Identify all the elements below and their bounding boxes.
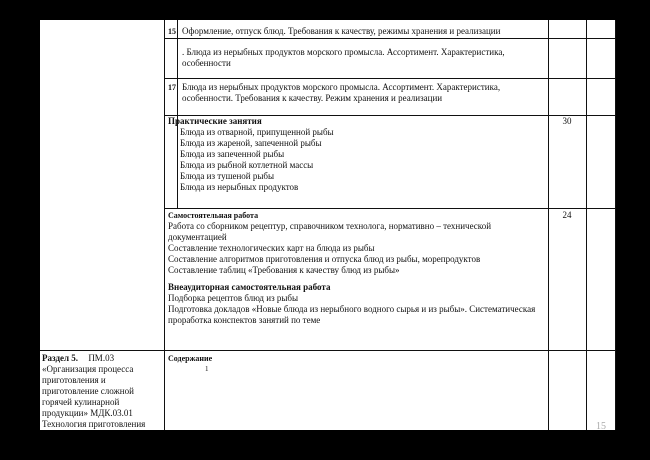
practice-item: Блюда из отварной, припущенной рыбы (180, 127, 334, 137)
self-work-line: Составление таблиц «Требования к качеству блюд из рыбы» (168, 265, 400, 275)
row-text: . Блюда из нерыбных продуктов морского промысла. Ассортимент. Характеристика, особенности (182, 47, 505, 68)
self-work-hours: 24 (562, 210, 572, 220)
section-text: «Организация процесса приготовления и приготовление сложной горячей кулинарной продукции» МДК.03.01 Технология приготовления (42, 364, 146, 429)
col-divider-2 (177, 20, 178, 208)
self-work-line: Составление алгоритмов приготовления и отпуска блюд из рыбы, морепродуктов (168, 254, 481, 264)
col-divider-3 (548, 20, 549, 430)
extra-work-line: Подготовка докладов «Новые блюда из нерыбного водного сырья и из рыбы». Систематическая проработка конспектов занятий по теме (168, 304, 536, 325)
practice-title: Практические занятия (168, 116, 262, 126)
col-divider-right (615, 20, 616, 430)
page-number: 15 (596, 421, 606, 432)
row-line (164, 78, 616, 79)
practice-item: Блюда из рыбной котлетной массы (180, 160, 314, 170)
extra-work-title: Внеаудиторная самостоятельная работа (168, 282, 331, 292)
row-number: 17 (168, 83, 176, 92)
section-code: ПМ.03 (88, 353, 115, 363)
row-line (164, 38, 616, 39)
practice-hours: 30 (562, 116, 572, 126)
col-divider-1 (164, 20, 165, 430)
practice-item: Блюда из нерыбных продуктов (180, 182, 299, 192)
content-mark: 1 (205, 365, 209, 373)
content-label: Содержание (168, 354, 213, 363)
row-line (40, 350, 616, 351)
extra-work-line: Подборка рецептов блюд из рыбы (168, 293, 299, 303)
col-divider-4 (586, 20, 587, 430)
document-page (40, 20, 616, 430)
row-line (164, 208, 616, 209)
section-label: Раздел 5. (42, 353, 79, 363)
practice-item: Блюда из жареной, запеченной рыбы (180, 138, 322, 148)
practice-item: Блюда из тушеной рыбы (180, 171, 275, 181)
self-work-title: Самостоятельная работа (168, 211, 259, 220)
self-work-line: Составление технологических карт на блюда из рыбы (168, 243, 375, 253)
row-text: Оформление, отпуск блюд. Требования к качеству, режимы хранения и реализации (182, 26, 501, 36)
row-number: 15 (168, 27, 176, 36)
row-text: Блюда из нерыбных продуктов морского промысла. Ассортимент. Характеристика, особенности. Требования к качеству. Режим хранения и реализации (182, 82, 501, 103)
section-cell (42, 353, 162, 430)
practice-item: Блюда из запеченной рыбы (180, 149, 285, 159)
self-work-line: Работа со сборником рецептур, справочником технолога, нормативно – технической документацией (168, 221, 492, 242)
